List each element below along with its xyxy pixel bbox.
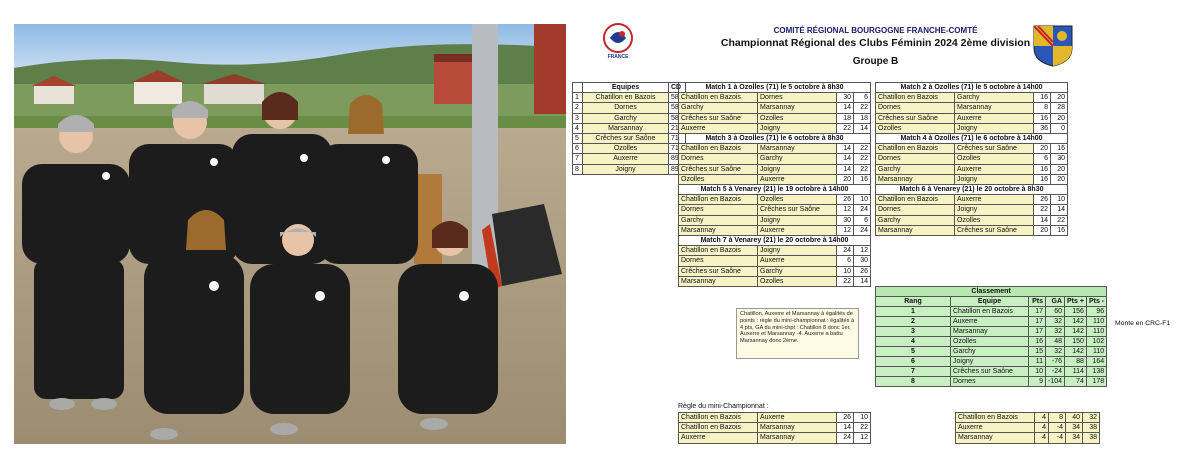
committee-title: COMITÉ RÉGIONAL BOURGOGNE FRANCHE-COMTÉ <box>773 26 978 35</box>
match-team: Auxerre <box>758 256 837 266</box>
mini-match-score: 12 <box>854 433 871 443</box>
match-score: 6 <box>854 215 871 225</box>
match-team: Crêches sur Saône <box>876 113 955 123</box>
mini-match-team: Marsannay <box>758 433 837 443</box>
ga-cell: 48 <box>1046 337 1065 347</box>
match-score: 24 <box>854 225 871 235</box>
team-row: 7 Auxerre 89 <box>573 154 686 164</box>
match-title: Match 4 à Ozolles (71) le 6 octobre à 14h00 <box>876 134 1068 144</box>
match-score: 20 <box>1051 174 1068 184</box>
match-score: 26 <box>854 266 871 276</box>
match-score: 24 <box>837 246 854 256</box>
match-score: 6 <box>854 93 871 103</box>
match-title: Match 6 à Venarey (21) le 20 octobre à 8h30 <box>876 185 1068 195</box>
match-score: 6 <box>1034 154 1051 164</box>
match-team: Marsannay <box>679 225 758 235</box>
match-score: 22 <box>837 276 854 286</box>
rang-cell: 3 <box>876 327 951 337</box>
match-row <box>876 164 1068 174</box>
match-team: Crêches sur Saône <box>955 144 1034 154</box>
match-team: Joigny <box>955 123 1034 133</box>
match-team: Chatillon en Bazois <box>679 246 758 256</box>
match-score: 14 <box>837 144 854 154</box>
mini-standing-value: -4 <box>1049 433 1066 443</box>
mini-standing-value: -4 <box>1049 423 1066 433</box>
match-team: Joigny <box>758 164 837 174</box>
match-score: 12 <box>837 205 854 215</box>
ga-cell: 60 <box>1046 307 1065 317</box>
match-score: 22 <box>854 154 871 164</box>
match-team: Joigny <box>758 246 837 256</box>
mini-match-team: Chatillon en Bazois <box>679 413 758 423</box>
match-row <box>876 154 1068 164</box>
rang-cell: 6 <box>876 357 951 367</box>
match-score: 14 <box>1034 215 1051 225</box>
match-team: Garchy <box>876 164 955 174</box>
pts-plus-cell: 150 <box>1065 337 1087 347</box>
monte-note: Monte en CRC-F1 <box>1115 320 1171 327</box>
equipe-cell: Chatillon en Bazois <box>951 307 1029 317</box>
pts-plus-cell: 142 <box>1065 327 1087 337</box>
mini-match-row <box>679 413 871 423</box>
match-team: Dornes <box>679 256 758 266</box>
mini-match-score: 24 <box>837 433 854 443</box>
mini-standing-value: 34 <box>1066 433 1083 443</box>
mini-standing-value: 38 <box>1083 433 1100 443</box>
match-team: Auxerre <box>955 195 1034 205</box>
match-score: 30 <box>854 256 871 266</box>
classement-table <box>875 286 1107 387</box>
match-team: Chatillon en Bazois <box>679 93 758 103</box>
mini-championnat-title: Règle du mini-Championnat : <box>678 403 769 410</box>
match-row <box>876 225 1068 235</box>
mini-standing-value: 32 <box>1083 413 1100 423</box>
match-score: 24 <box>854 205 871 215</box>
mini-standing-team: Auxerre <box>956 423 1035 433</box>
mini-match-team: Chatillon en Bazois <box>679 423 758 433</box>
mini-match-team: Marsannay <box>758 423 837 433</box>
match-score: 6 <box>837 256 854 266</box>
match-row <box>876 174 1068 184</box>
rang-cell: 5 <box>876 347 951 357</box>
match-team: Ozolles <box>955 154 1034 164</box>
match-title: Match 5 à Venarey (21) le 19 octobre à 14h00 <box>679 185 871 195</box>
match-score: 26 <box>837 195 854 205</box>
match-team: Joigny <box>758 123 837 133</box>
mini-standing-value: 4 <box>1035 413 1049 423</box>
match-score: 14 <box>837 164 854 174</box>
classement-row <box>876 347 1107 357</box>
team-row: 1 Chatillon en Bazois 58 <box>573 93 686 103</box>
match-team: Chatillon en Bazois <box>876 195 955 205</box>
classement-row <box>876 307 1107 317</box>
match-score: 14 <box>854 276 871 286</box>
classement-row <box>876 377 1107 387</box>
match-score: 20 <box>1051 93 1068 103</box>
pts-minus-cell: 96 <box>1086 307 1106 317</box>
mini-standing-team: Chatillon en Bazois <box>956 413 1035 423</box>
match-score: 22 <box>854 103 871 113</box>
match-team: Dornes <box>679 205 758 215</box>
pts-cell: 16 <box>1029 337 1046 347</box>
match-team: Auxerre <box>955 164 1034 174</box>
match-team: Crêches sur Saône <box>955 225 1034 235</box>
ga-cell: 32 <box>1046 347 1065 357</box>
match-team: Dornes <box>758 93 837 103</box>
rang-cell: 2 <box>876 317 951 327</box>
pts-minus-cell: 138 <box>1086 367 1106 377</box>
match-score: 14 <box>1051 205 1068 215</box>
team-photo-illustration <box>14 24 566 444</box>
match-row <box>679 276 871 286</box>
team-row: 5 Crêches sur Saône 71 <box>573 133 686 143</box>
group-title: Groupe B <box>852 56 899 67</box>
match-team: Joigny <box>758 215 837 225</box>
match-score: 30 <box>1051 154 1068 164</box>
match-score: 22 <box>837 123 854 133</box>
match-team: Marsannay <box>758 103 837 113</box>
teams-table <box>572 82 686 175</box>
classement-header-equipe: Equipe <box>951 297 1029 307</box>
mini-match-score: 22 <box>854 423 871 433</box>
match-team: Chatillon en Bazois <box>876 144 955 154</box>
match-row <box>876 93 1068 103</box>
match-score: 20 <box>837 174 854 184</box>
classement-header-ga: GA <box>1046 297 1065 307</box>
match-score: 36 <box>1034 123 1051 133</box>
equipe-cell: Joigny <box>951 357 1029 367</box>
rang-cell: 8 <box>876 377 951 387</box>
pts-cell: 17 <box>1029 327 1046 337</box>
match-team: Ozolles <box>758 276 837 286</box>
match-team: Garchy <box>679 103 758 113</box>
mini-standing-value: 34 <box>1066 423 1083 433</box>
match-team: Ozolles <box>758 195 837 205</box>
teams-header-equipes: Equipes <box>583 83 669 93</box>
tiebreak-note: Chatillon, Auxerre et Marsannay à égalités de points : règle du mini-championnat : égalités à 4 pts, GA du mini-chpt : Chatillon 8 donc 1er, Auxerre et Marsannay -4. Auxerre a battu Marsannay donc 2ème. <box>736 308 859 359</box>
match-score: 10 <box>854 195 871 205</box>
pts-cell: 17 <box>1029 307 1046 317</box>
match-row <box>876 205 1068 215</box>
equipe-cell: Crêches sur Saône <box>951 367 1029 377</box>
match-score: 22 <box>1034 205 1051 215</box>
match-score: 10 <box>837 266 854 276</box>
match-team: Crêches sur Saône <box>679 164 758 174</box>
match-team: Crêches sur Saône <box>679 266 758 276</box>
pts-minus-cell: 164 <box>1086 357 1106 367</box>
classement-header-pts: Pts <box>1029 297 1046 307</box>
match-team: Marsannay <box>955 103 1034 113</box>
match-team: Garchy <box>876 215 955 225</box>
match-score: 16 <box>1034 93 1051 103</box>
mini-standing-value: 4 <box>1035 433 1049 443</box>
pts-cell: 15 <box>1029 347 1046 357</box>
ga-cell: -76 <box>1046 357 1065 367</box>
match-table <box>875 133 1068 185</box>
match-team: Ozolles <box>758 113 837 123</box>
pts-plus-cell: 142 <box>1065 347 1087 357</box>
logo-left-text: FRANCE <box>607 54 629 60</box>
match-title: Match 1 à Ozolles (71) le 5 octobre à 8h30 <box>679 83 871 93</box>
match-row <box>876 123 1068 133</box>
match-score: 30 <box>837 93 854 103</box>
match-row <box>679 225 871 235</box>
match-row <box>679 266 871 276</box>
match-score: 14 <box>837 103 854 113</box>
team-row: 2 Dornes 58 <box>573 103 686 113</box>
match-team: Garchy <box>679 215 758 225</box>
mini-standing-value: 4 <box>1035 423 1049 433</box>
team-row: 6 Ozolles 71 <box>573 144 686 154</box>
match-team: Ozolles <box>955 215 1034 225</box>
match-score: 16 <box>1034 113 1051 123</box>
classement-title: Classement <box>876 287 1107 297</box>
match-score: 16 <box>1051 225 1068 235</box>
match-score: 22 <box>854 144 871 154</box>
mini-match-row <box>679 423 871 433</box>
classement-header-pts-plus: Pts + <box>1065 297 1087 307</box>
match-team: Auxerre <box>679 123 758 133</box>
match-row <box>679 144 871 154</box>
match-row <box>679 215 871 225</box>
mini-championnat-matches <box>678 412 871 444</box>
match-score: 16 <box>1051 144 1068 154</box>
mini-standing-team: Marsannay <box>956 433 1035 443</box>
match-team: Auxerre <box>758 174 837 184</box>
mini-standing-value: 38 <box>1083 423 1100 433</box>
match-score: 12 <box>854 246 871 256</box>
championship-title: Championnat Régional des Clubs Féminin 2024 2ème division <box>720 37 1031 49</box>
team-row: 8 Joigny 89 <box>573 164 686 174</box>
mini-match-score: 26 <box>837 413 854 423</box>
match-table <box>678 184 871 236</box>
front-row-players <box>144 254 498 414</box>
match-row <box>679 103 871 113</box>
match-row <box>876 215 1068 225</box>
pts-cell: 11 <box>1029 357 1046 367</box>
rang-cell: 4 <box>876 337 951 347</box>
match-score: 0 <box>1051 123 1068 133</box>
match-row <box>679 93 871 103</box>
match-team: Dornes <box>876 154 955 164</box>
match-score: 18 <box>837 113 854 123</box>
match-team: Marsannay <box>876 225 955 235</box>
match-team: Chatillon en Bazois <box>876 93 955 103</box>
match-team: Auxerre <box>758 225 837 235</box>
match-row <box>679 205 871 215</box>
teams-header-cd: CD <box>669 83 686 93</box>
match-row <box>679 246 871 256</box>
team-row: 4 Marsannay 21 <box>573 123 686 133</box>
pts-minus-cell: 110 <box>1086 327 1106 337</box>
pts-cell: 17 <box>1029 317 1046 327</box>
match-score: 30 <box>837 215 854 225</box>
teams-body <box>573 93 686 175</box>
equipe-cell: Ozolles <box>951 337 1029 347</box>
match-row <box>679 164 871 174</box>
match-team: Crêches sur Saône <box>758 205 837 215</box>
equipe-cell: Marsannay <box>951 327 1029 337</box>
match-score: 14 <box>837 154 854 164</box>
match-team: Garchy <box>955 93 1034 103</box>
match-team: Garchy <box>758 154 837 164</box>
match-score: 14 <box>854 123 871 133</box>
match-score: 20 <box>1034 144 1051 154</box>
mini-match-team: Auxerre <box>758 413 837 423</box>
match-team: Chatillon en Bazois <box>679 195 758 205</box>
mini-match-row <box>679 433 871 443</box>
match-team: Marsannay <box>758 144 837 154</box>
mini-standing-row <box>956 423 1100 433</box>
match-team: Dornes <box>876 103 955 113</box>
match-row <box>679 123 871 133</box>
classement-header-pts-minus: Pts - <box>1086 297 1106 307</box>
match-score: 20 <box>1034 225 1051 235</box>
match-row <box>679 113 871 123</box>
match-score: 16 <box>854 174 871 184</box>
classement-row <box>876 327 1107 337</box>
match-score: 22 <box>1051 215 1068 225</box>
classement-row <box>876 367 1107 377</box>
match-table <box>678 235 871 287</box>
match-title: Match 3 à Ozolles (71) le 6 octobre à 8h30 <box>679 134 871 144</box>
match-table <box>678 82 871 134</box>
match-team: Crêches sur Saône <box>679 113 758 123</box>
match-row <box>876 195 1068 205</box>
match-table <box>875 82 1068 134</box>
team-row: 3 Garchy 58 <box>573 113 686 123</box>
ga-cell: -104 <box>1046 377 1065 387</box>
classement-row <box>876 317 1107 327</box>
match-row <box>679 256 871 266</box>
match-score: 28 <box>1051 103 1068 113</box>
match-row <box>876 113 1068 123</box>
equipe-cell: Garchy <box>951 347 1029 357</box>
mini-standing-row <box>956 433 1100 443</box>
rang-cell: 1 <box>876 307 951 317</box>
mini-match-score: 14 <box>837 423 854 433</box>
match-team: Dornes <box>876 205 955 215</box>
match-row <box>679 154 871 164</box>
pts-minus-cell: 178 <box>1086 377 1106 387</box>
pts-cell: 9 <box>1029 377 1046 387</box>
pts-plus-cell: 114 <box>1065 367 1087 377</box>
match-row <box>679 195 871 205</box>
match-team: Joigny <box>955 205 1034 215</box>
mini-match-team: Auxerre <box>679 433 758 443</box>
match-score: 16 <box>1034 164 1051 174</box>
match-table <box>678 133 871 185</box>
classement-header-rang: Rang <box>876 297 951 307</box>
mini-standing-row <box>956 413 1100 423</box>
match-team: Auxerre <box>955 113 1034 123</box>
match-row <box>876 144 1068 154</box>
match-title: Match 2 à Ozolles (71) le 5 octobre à 14h00 <box>876 83 1068 93</box>
classement-row <box>876 357 1107 367</box>
match-title: Match 7 à Venarey (21) le 20 octobre à 14h00 <box>679 236 871 246</box>
match-team: Ozolles <box>679 174 758 184</box>
pts-plus-cell: 74 <box>1065 377 1087 387</box>
mini-standing-value: 8 <box>1049 413 1066 423</box>
pts-minus-cell: 102 <box>1086 337 1106 347</box>
ga-cell: -24 <box>1046 367 1065 377</box>
pts-minus-cell: 110 <box>1086 347 1106 357</box>
ga-cell: 32 <box>1046 327 1065 337</box>
match-table <box>875 184 1068 236</box>
match-score: 26 <box>1034 195 1051 205</box>
match-score: 20 <box>1051 164 1068 174</box>
match-row <box>876 103 1068 113</box>
team-photo <box>14 24 566 444</box>
match-row <box>679 174 871 184</box>
classement-body <box>876 307 1107 387</box>
match-score: 10 <box>1051 195 1068 205</box>
match-team: Ozolles <box>876 123 955 133</box>
match-score: 20 <box>1051 113 1068 123</box>
equipe-cell: Dornes <box>951 377 1029 387</box>
ga-cell: 32 <box>1046 317 1065 327</box>
match-team: Dornes <box>679 154 758 164</box>
match-score: 8 <box>1034 103 1051 113</box>
mini-standing-value: 40 <box>1066 413 1083 423</box>
match-team: Garchy <box>758 266 837 276</box>
match-team: Chatillon en Bazois <box>679 144 758 154</box>
pts-cell: 10 <box>1029 367 1046 377</box>
rang-cell: 7 <box>876 367 951 377</box>
mini-championnat-standings <box>955 412 1100 444</box>
pts-plus-cell: 142 <box>1065 317 1087 327</box>
match-score: 12 <box>837 225 854 235</box>
match-score: 18 <box>854 113 871 123</box>
classement-row <box>876 337 1107 347</box>
results-document <box>570 18 1181 454</box>
pts-minus-cell: 110 <box>1086 317 1106 327</box>
match-team: Marsannay <box>679 276 758 286</box>
equipe-cell: Auxerre <box>951 317 1029 327</box>
match-score: 16 <box>1034 174 1051 184</box>
match-team: Joigny <box>955 174 1034 184</box>
match-score: 22 <box>854 164 871 174</box>
pts-plus-cell: 88 <box>1065 357 1087 367</box>
mini-match-score: 10 <box>854 413 871 423</box>
pts-plus-cell: 156 <box>1065 307 1087 317</box>
match-team: Marsannay <box>876 174 955 184</box>
